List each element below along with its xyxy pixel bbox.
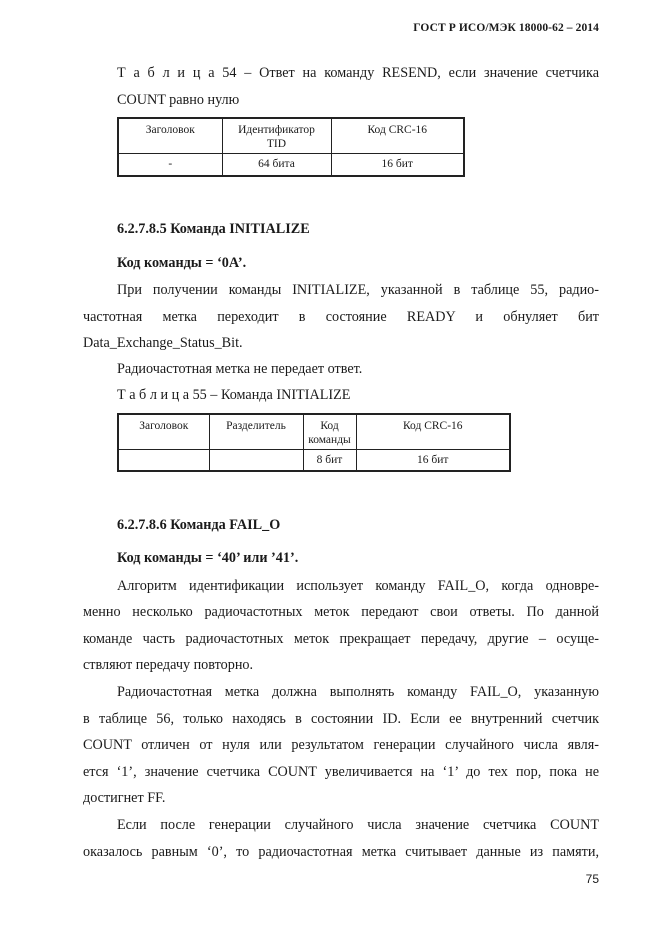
paragraph-line: частотная метка переходит в состояние READY и обнуляет бит	[83, 309, 599, 325]
table55-header-cell	[303, 414, 356, 450]
table55-header-cell: Заголовок	[118, 414, 209, 450]
section-title: 6.2.7.8.6 Команда FAIL_O	[117, 517, 281, 533]
table54-value-cell: -	[118, 154, 222, 176]
paragraph-line: Data_Exchange_Status_Bit.	[83, 335, 243, 351]
table55-header-cell: Разделитель	[209, 414, 303, 450]
table54-header-cell	[222, 118, 331, 154]
section-title: 6.2.7.8.5 Команда INITIALIZE	[117, 221, 310, 237]
table-54	[117, 117, 465, 177]
paragraph-line: достигнет FF.	[83, 790, 166, 806]
table54-value-row	[118, 154, 464, 176]
paragraph-line: Радиочастотная метка должна выполнять команду FAIL_O, указанную	[117, 684, 599, 700]
table54-value-cell: 64 бита	[222, 154, 331, 176]
paragraph-line: Алгоритм идентификации использует команду FAIL_O, когда одновре-	[117, 578, 599, 594]
paragraph-line: Радиочастотная метка не передает ответ.	[117, 361, 363, 377]
paragraph-line: команде часть радиочастотных меток прекращает передачу, другие – осуще-	[83, 631, 599, 647]
table55-header-text: команды	[308, 434, 351, 446]
command-code: Код команды = ‘40’ или ’41’.	[117, 550, 299, 566]
table54-header-cell: Код CRC-16	[331, 118, 464, 154]
paragraph-line: оказалось равным ‘0’, то радиочастотная метка считывает данные из памяти,	[83, 844, 599, 860]
table54-value-cell: 16 бит	[331, 154, 464, 176]
table54-header-text: TID	[266, 138, 287, 150]
table54-header-row	[118, 118, 464, 154]
paragraph-line: При получении команды INITIALIZE, указанной в таблице 55, радио-	[117, 282, 599, 298]
command-code: Код команды = ‘0А’.	[117, 255, 247, 271]
page-number: 75	[585, 872, 599, 886]
table54-header-text: Идентификатор	[238, 124, 315, 136]
table55-header-row	[118, 414, 510, 450]
table55-header-text: Код	[320, 420, 339, 432]
paragraph-line: ствляют передачу повторно.	[83, 657, 254, 673]
table55-value-cell: 16 бит	[356, 450, 510, 471]
paragraph-line: Если после генерации случайного числа значение счетчика COUNT	[117, 817, 599, 833]
paragraph-line: COUNT отличен от нуля или результатом генерации случайного числа явля-	[83, 737, 599, 753]
table-55	[117, 413, 511, 472]
paragraph-line: менно несколько радиочастотных меток передают свои ответы. По данной	[83, 604, 599, 620]
table54-caption-line2: COUNT равно нулю	[117, 92, 240, 108]
table55-value-cell	[209, 450, 303, 471]
table55-value-cell: 8 бит	[303, 450, 356, 471]
table54-caption-line1: Т а б л и ц а 54 – Ответ на команду RESEND, если значение счетчика	[117, 65, 599, 81]
paragraph-line: в таблице 56, только находясь в состоянии ID. Если ее внутренний счетчик	[83, 711, 599, 727]
table55-caption: Т а б л и ц а 55 – Команда INITIALIZE	[117, 387, 351, 403]
table54-header-cell: Заголовок	[118, 118, 222, 154]
table55-header-cell: Код CRC-16	[356, 414, 510, 450]
table55-value-row	[118, 450, 510, 471]
paragraph-line: ется ‘1’, значение счетчика COUNT увеличивается на ‘1’ до тех пор, пока не	[83, 764, 599, 780]
running-header: ГОСТ Р ИСО/МЭК 18000-62 – 2014	[413, 22, 599, 34]
table55-value-cell	[118, 450, 209, 471]
